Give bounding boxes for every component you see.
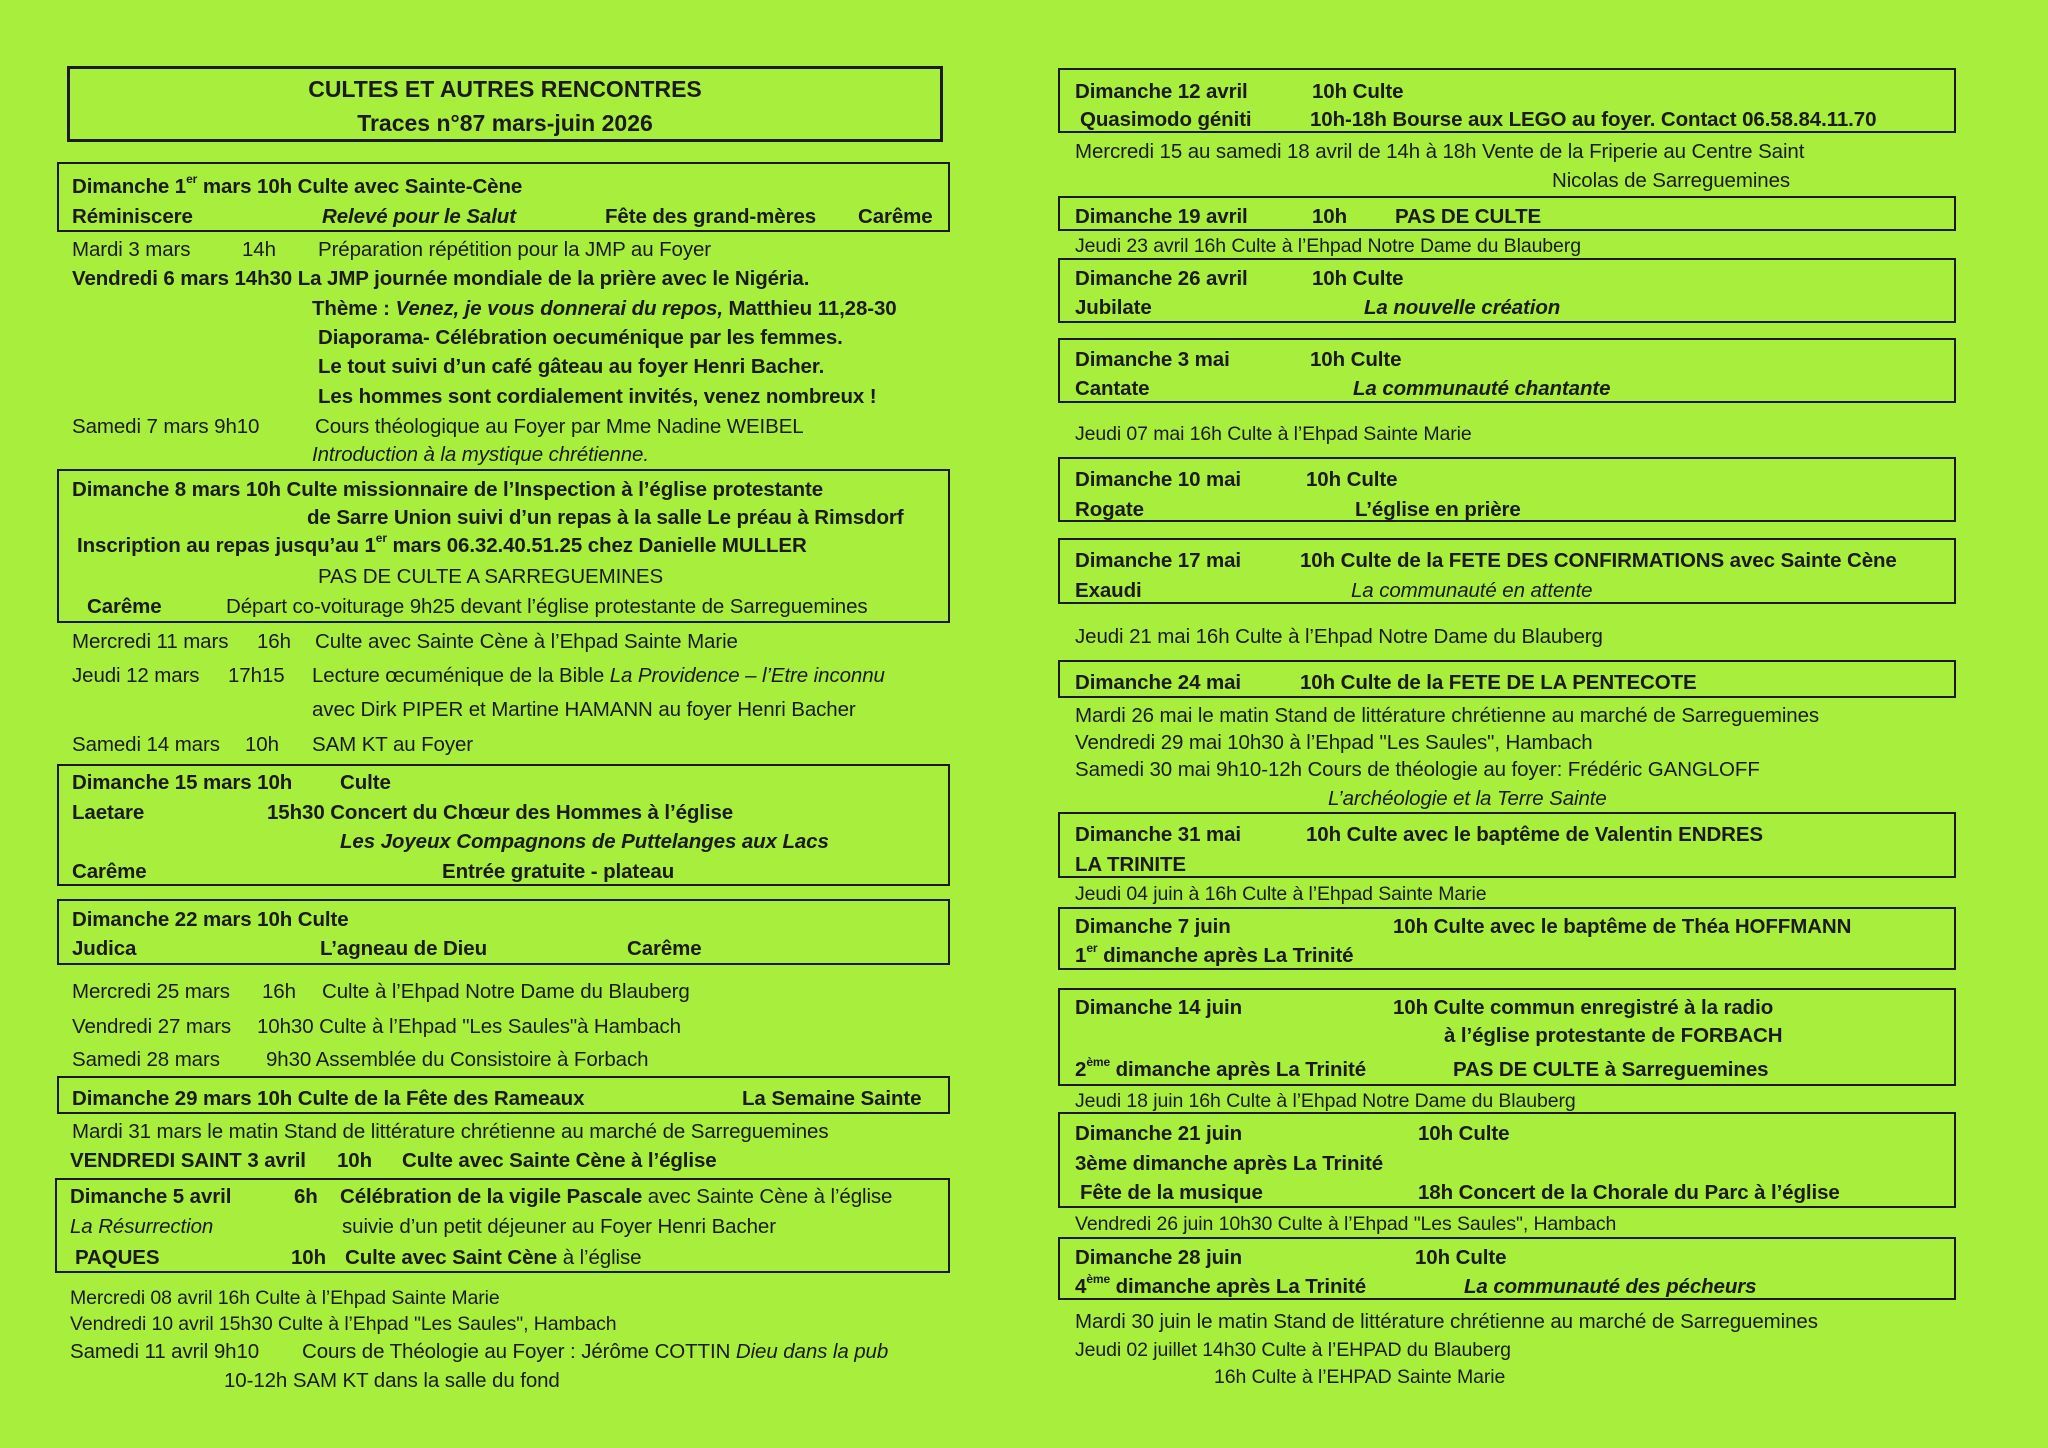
event-desc: Culte avec Sainte Cène à l’Ehpad Sainte Marie [315, 630, 738, 653]
season: Carême [858, 205, 933, 228]
event-service: 10h Culte avec le baptême de Valentin ENDRES [1306, 823, 1764, 846]
event-title: Dimanche 19 avril [1075, 205, 1248, 228]
time: 16h [257, 630, 291, 653]
liturgical-name: Judica [72, 937, 137, 960]
liturgical-name: Réminiscere [72, 205, 193, 228]
event-desc: Jeudi 02 juillet 14h30 Culte à l’EHPAD du Blauberg [1075, 1339, 1511, 1361]
title-line-2: Traces n°87 mars-juin 2026 [357, 110, 653, 136]
event-note: Fête des grand-mères [605, 205, 817, 228]
season: Carême [87, 595, 162, 618]
event-theme: Les Joyeux Compagnons de Puttelanges aux Lacs [340, 830, 829, 853]
event-desc: Cours théologique au Foyer par Mme Nadine WEIBEL [315, 415, 804, 438]
event-desc: Mardi 26 mai le matin Stand de littérature chrétienne au marché de Sarreguemines [1075, 704, 1820, 727]
event-desc: 9h30 Assemblée du Consistoire à Forbach [266, 1048, 649, 1071]
time: 14h [242, 238, 276, 261]
liturgical-name: 3ème dimanche après La Trinité [1075, 1152, 1384, 1175]
event-desc: Culte à l’Ehpad Notre Dame du Blauberg [322, 980, 690, 1003]
event-desc: Jeudi 21 mai 16h Culte à l’Ehpad Notre Dame du Blauberg [1075, 625, 1603, 648]
event-theme: Thème : Venez, je vous donnerai du repos, Matthieu 11,28-30 [312, 297, 897, 320]
event-title: Dimanche 15 mars 10h [72, 771, 293, 794]
event-line: à l’église protestante de FORBACH [1444, 1024, 1783, 1047]
event-service: 10h Culte de la FETE DES CONFIRMATIONS avec Sainte Cène [1300, 549, 1897, 572]
event-title: Dimanche 8 mars 10h Culte missionnaire de l’Inspection à l’église protestante [72, 478, 824, 501]
event-service: 10h Culte commun enregistré à la radio [1393, 996, 1774, 1019]
event-service: Culte [340, 771, 391, 794]
time: 17h15 [228, 664, 285, 687]
theme: La nouvelle création [1364, 296, 1561, 319]
date: Samedi 14 mars [72, 733, 220, 756]
date: Vendredi 27 mars [72, 1015, 232, 1038]
time: 6h [294, 1185, 318, 1208]
event-title: Dimanche 17 mai [1075, 549, 1241, 572]
event-desc: Jeudi 04 juin à 16h Culte à l’Ehpad Sainte Marie [1075, 883, 1487, 905]
event-line: Inscription au repas jusqu’au 1er mars 06.32.40.51.25 chez Danielle MULLER [77, 531, 807, 557]
liturgical-name: Rogate [1075, 498, 1144, 521]
event-service: 10h Culte [1312, 80, 1404, 103]
event-theme: L’archéologie et la Terre Sainte [1328, 787, 1607, 810]
event-line: Diaporama- Célébration oecuménique par les femmes. [318, 326, 843, 349]
event-desc: Jeudi 23 avril 16h Culte à l’Ehpad Notre Dame du Blauberg [1075, 235, 1581, 257]
event-title: Dimanche 31 mai [1075, 823, 1241, 846]
event-line: Nicolas de Sarreguemines [1552, 169, 1791, 192]
time: 16h [262, 980, 296, 1003]
event-service: 10h Culte [1306, 468, 1398, 491]
event-title: PAQUES [75, 1246, 160, 1269]
time: 10h [1312, 205, 1348, 228]
event-line: 10h-18h Bourse aux LEGO au foyer. Contact 06.58.84.11.70 [1310, 108, 1877, 131]
event-desc: Culte avec Sainte Cène à l’église [402, 1149, 717, 1172]
time: 10h [337, 1149, 373, 1172]
event-line: PAS DE CULTE A SARREGUEMINES [318, 565, 664, 588]
event-title: Dimanche 1er mars 10h Culte avec Sainte-Cène [72, 172, 523, 198]
event-title: Dimanche 22 mars 10h Culte [72, 908, 349, 931]
event-desc: Célébration de la vigile Pascale avec Sainte Cène à l’église [340, 1185, 893, 1208]
event-line: Départ co-voiturage 9h25 devant l’église protestante de Sarreguemines [226, 595, 868, 618]
theme: La communauté en attente [1351, 579, 1593, 602]
liturgical-name: LA TRINITE [1075, 853, 1186, 876]
theme: La communauté chantante [1353, 377, 1611, 400]
liturgical-name: Exaudi [1075, 579, 1142, 602]
theme: La communauté des pécheurs [1464, 1275, 1757, 1298]
date: Samedi 7 mars 9h10 [72, 415, 260, 438]
event-title: Dimanche 21 juin [1075, 1122, 1243, 1145]
date: Mardi 3 mars [72, 238, 191, 261]
event-line: 18h Concert de la Chorale du Parc à l’église [1418, 1181, 1840, 1204]
event-desc: Cours de Théologie au Foyer : Jérôme COTTIN Dieu dans la pub [302, 1340, 889, 1363]
theme: Relevé pour le Salut [322, 205, 516, 228]
liturgical-name: 2ème dimanche après La Trinité [1075, 1055, 1367, 1081]
title-line-1: CULTES ET AUTRES RENCONTRES [308, 76, 702, 102]
theme: L’église en prière [1355, 498, 1521, 521]
liturgical-name: 4ème dimanche après La Trinité [1075, 1272, 1367, 1298]
liturgical-name: La Résurrection [70, 1215, 214, 1238]
event-service: 10h Culte de la FETE DE LA PENTECOTE [1300, 671, 1697, 694]
theme: L’agneau de Dieu [320, 937, 487, 960]
title-box [67, 66, 943, 142]
event-title: Dimanche 10 mai [1075, 468, 1241, 491]
event-line: Entrée gratuite - plateau [442, 860, 675, 883]
date: Jeudi 12 mars [72, 664, 200, 687]
event-service: 10h Culte [1418, 1122, 1510, 1145]
event-theme: Introduction à la mystique chrétienne. [312, 443, 649, 466]
event-title: Dimanche 14 juin [1075, 996, 1243, 1019]
event-line: de Sarre Union suivi d’un repas à la salle Le préau à Rimsdorf [307, 506, 904, 529]
liturgical-name: 1er dimanche après La Trinité [1075, 941, 1354, 967]
date: Samedi 11 avril 9h10 [70, 1340, 260, 1363]
event-desc: SAM KT au Foyer [312, 733, 474, 756]
event-desc: Mardi 30 juin le matin Stand de littérature chrétienne au marché de Sarreguemines [1075, 1310, 1818, 1333]
event-desc: Mercredi 08 avril 16h Culte à l’Ehpad Sainte Marie [70, 1287, 500, 1309]
event-desc: Vendredi 29 mai 10h30 à l’Ehpad "Les Saules", Hambach [1075, 731, 1593, 754]
event-title: Dimanche 29 mars 10h Culte de la Fête des Rameaux [72, 1087, 585, 1110]
season: Carême [627, 937, 702, 960]
event-note: Fête de la musique [1080, 1181, 1263, 1204]
event-desc: 10h30 Culte à l’Ehpad "Les Saules"à Hambach [257, 1015, 681, 1038]
time: 10h [291, 1246, 327, 1269]
event-title: Dimanche 24 mai [1075, 671, 1241, 694]
event-desc: Lecture œcuménique de la Bible La Providence – l’Etre inconnu [312, 664, 885, 687]
event-desc: Culte avec Saint Cène à l’église [345, 1246, 642, 1269]
season: La Semaine Sainte [742, 1087, 922, 1110]
liturgical-name: Jubilate [1075, 296, 1152, 319]
liturgical-name: Cantate [1075, 377, 1150, 400]
event-line: PAS DE CULTE à Sarreguemines [1453, 1058, 1769, 1081]
liturgical-name: Laetare [72, 801, 145, 824]
event-title: Dimanche 5 avril [70, 1185, 232, 1208]
event-desc: Mercredi 15 au samedi 18 avril de 14h à 18h Vente de la Friperie au Centre Saint [1075, 140, 1805, 163]
event-desc: Mardi 31 mars le matin Stand de littérature chrétienne au marché de Sarreguemines [72, 1120, 829, 1143]
event-desc: 10-12h SAM KT dans la salle du fond [224, 1369, 560, 1392]
event-line: Les hommes sont cordialement invités, venez nombreux ! [318, 385, 877, 408]
event-title: Dimanche 7 juin [1075, 915, 1231, 938]
event-service: 10h Culte [1310, 348, 1402, 371]
event-line: Le tout suivi d’un café gâteau au foyer Henri Bacher. [318, 355, 825, 378]
event-desc: Samedi 30 mai 9h10-12h Cours de théologie au foyer: Frédéric GANGLOFF [1075, 758, 1760, 781]
season: Carême [72, 860, 147, 883]
event-line: avec Dirk PIPER et Martine HAMANN au foyer Henri Bacher [312, 698, 856, 721]
event-service: 10h Culte [1415, 1246, 1507, 1269]
event-desc: Préparation répétition pour la JMP au Foyer [318, 238, 712, 261]
event-desc: PAS DE CULTE [1395, 205, 1542, 228]
date: Mercredi 25 mars [72, 980, 230, 1003]
event-desc: Jeudi 18 juin 16h Culte à l’Ehpad Notre Dame du Blauberg [1075, 1090, 1576, 1112]
event-line: suivie d’un petit déjeuner au Foyer Henri Bacher [342, 1215, 776, 1238]
event-title: Dimanche 28 juin [1075, 1246, 1243, 1269]
time: 10h [245, 733, 279, 756]
event-title: Dimanche 3 mai [1075, 348, 1230, 371]
event-desc: 16h Culte à l’EHPAD Sainte Marie [1214, 1366, 1506, 1388]
event-desc: Vendredi 10 avril 15h30 Culte à l’Ehpad "Les Saules", Hambach [70, 1313, 617, 1335]
event-title: Dimanche 26 avril [1075, 267, 1248, 290]
date: Mercredi 11 mars [72, 630, 229, 653]
event-title: Dimanche 12 avril [1075, 80, 1248, 103]
event-title: VENDREDI SAINT 3 avril [70, 1149, 306, 1172]
date: Samedi 28 mars [72, 1048, 220, 1071]
event-title: Vendredi 6 mars 14h30 La JMP journée mondiale de la prière avec le Nigéria. [72, 267, 810, 290]
event-service: 10h Culte [1312, 267, 1404, 290]
event-line: 15h30 Concert du Chœur des Hommes à l’église [267, 801, 734, 824]
event-desc: Jeudi 07 mai 16h Culte à l’Ehpad Sainte Marie [1075, 423, 1472, 445]
liturgical-name: Quasimodo géniti [1080, 108, 1252, 131]
event-desc: Vendredi 26 juin 10h30 Culte à l’Ehpad "Les Saules", Hambach [1075, 1213, 1617, 1235]
event-service: 10h Culte avec le baptême de Théa HOFFMANN [1393, 915, 1852, 938]
